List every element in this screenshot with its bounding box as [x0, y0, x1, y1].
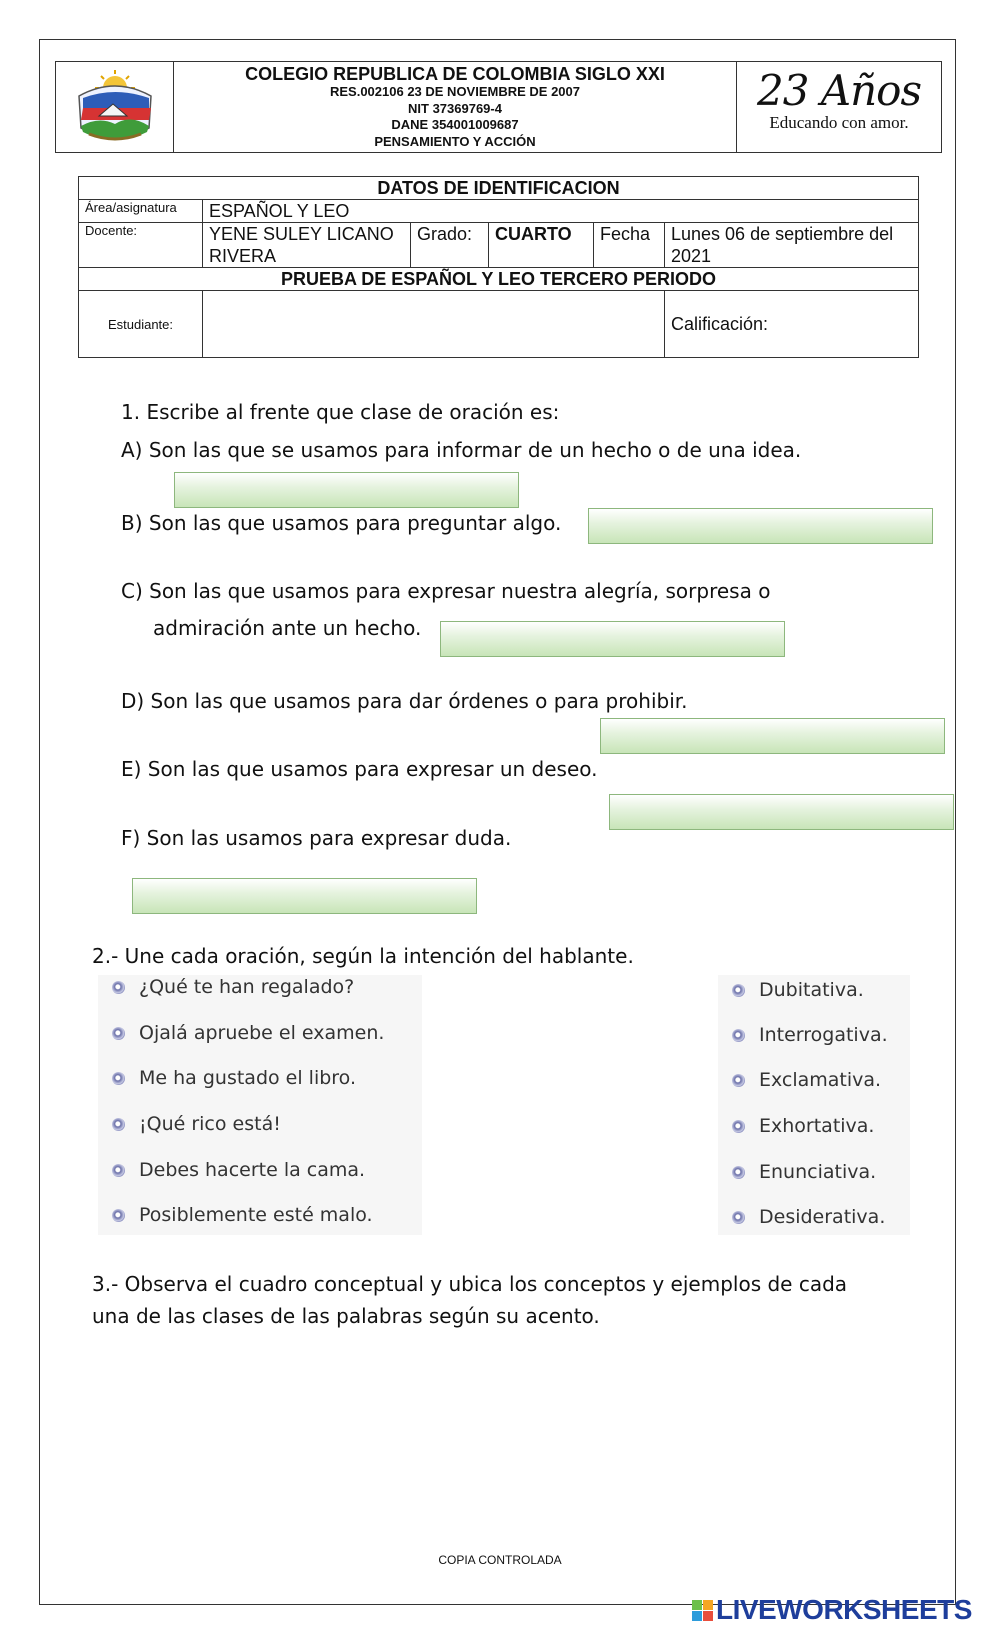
q1-c-text-1: C) Son las que usamos para expresar nuestra alegría, sorpresa o [121, 579, 771, 603]
spiral-bullet-icon [112, 1164, 125, 1177]
spiral-bullet-icon [112, 981, 125, 994]
tagline: Educando con amor. [769, 113, 909, 132]
sentence-item[interactable]: ¿Qué te han regalado? [112, 976, 354, 998]
intent-item[interactable]: Enunciativa. [732, 1161, 876, 1183]
spiral-bullet-icon [732, 984, 745, 997]
anniversary-badge [737, 62, 941, 152]
answer-box-f[interactable] [132, 878, 477, 914]
intent-item[interactable]: Exhortativa. [732, 1115, 874, 1137]
q1-b-text: B) Son las que usamos para preguntar algo. [121, 511, 562, 535]
school-logo [56, 62, 174, 152]
date-value: Lunes 06 de septiembre del 2021 [665, 223, 919, 268]
school-nit: NIT 37369769-4 [408, 100, 502, 116]
spiral-bullet-icon [112, 1209, 125, 1222]
grade-value: CUARTO [489, 223, 594, 268]
answer-box-a[interactable] [174, 472, 519, 508]
area-value: ESPAÑOL Y LEO [203, 200, 919, 223]
answer-box-b[interactable] [588, 508, 933, 544]
left-list-panel [98, 975, 422, 1235]
q1-c-text-2: admiración ante un hecho. [153, 616, 422, 640]
spiral-bullet-icon [112, 1027, 125, 1040]
q1-f-text: F) Son las usamos para expresar duda. [121, 826, 512, 850]
spiral-bullet-icon [732, 1166, 745, 1179]
spiral-bullet-icon [732, 1211, 745, 1224]
exam-title: PRUEBA DE ESPAÑOL Y LEO TERCERO PERIODO [79, 268, 919, 291]
sentence-item[interactable]: Debes hacerte la cama. [112, 1159, 365, 1181]
identification-table [78, 176, 919, 358]
intent-item[interactable]: Interrogativa. [732, 1024, 888, 1046]
area-label: Área/asignatura [79, 200, 203, 223]
sentence-item[interactable]: Posiblemente esté malo. [112, 1204, 373, 1226]
q1-d-text: D) Son las que usamos para dar órdenes o para prohibir. [121, 689, 688, 713]
school-resolution: RES.002106 23 DE NOVIEMBRE DE 2007 [329, 84, 580, 99]
q2-title: 2.- Une cada oración, según la intención del hablante. [92, 944, 634, 968]
spiral-bullet-icon [112, 1118, 125, 1131]
sentence-item[interactable]: Ojalá apruebe el examen. [112, 1022, 384, 1044]
answer-box-e[interactable] [609, 794, 954, 830]
spiral-bullet-icon [732, 1074, 745, 1087]
liveworksheets-brand [692, 1594, 972, 1626]
school-motto: PENSAMIENTO Y ACCIÓN [374, 133, 536, 149]
school-header [55, 61, 942, 153]
school-name: COLEGIO REPUBLICA DE COLOMBIA SIGLO XXI [245, 64, 665, 84]
answer-box-d[interactable] [600, 718, 945, 754]
answer-box-c[interactable] [440, 621, 785, 657]
student-field[interactable] [203, 291, 665, 358]
sentence-item[interactable]: Me ha gustado el libro. [112, 1067, 356, 1089]
anniversary-text: 23 Años [756, 66, 921, 115]
right-list-panel [718, 975, 910, 1235]
school-dane: DANE 354001009687 [391, 117, 519, 132]
sentence-item[interactable]: ¡Qué rico está! [112, 1113, 281, 1135]
teacher-label: Docente: [79, 223, 203, 268]
score-label: Calificación: [665, 291, 919, 358]
q1-title: 1. Escribe al frente que clase de oración es: [121, 400, 560, 424]
brand-text: LIVEWORKSHEETS [716, 1594, 972, 1625]
q1-a-text: A) Son las que se usamos para informar de un hecho o de una idea. [121, 438, 802, 462]
intent-item[interactable]: Exclamativa. [732, 1069, 881, 1091]
intent-item[interactable]: Dubitativa. [732, 979, 864, 1001]
student-label: Estudiante: [79, 291, 203, 358]
q1-e-text: E) Son las que usamos para expresar un deseo. [121, 757, 598, 781]
spiral-bullet-icon [732, 1120, 745, 1133]
school-info [174, 62, 737, 152]
spiral-bullet-icon [732, 1029, 745, 1042]
ident-title: DATOS DE IDENTIFICACION [79, 177, 919, 200]
q3-text-1: 3.- Observa el cuadro conceptual y ubica los conceptos y ejemplos de cada [92, 1272, 848, 1296]
liveworksheets-logo-icon [692, 1600, 713, 1621]
grade-label: Grado: [411, 223, 489, 268]
spiral-bullet-icon [112, 1072, 125, 1085]
teacher-value: YENE SULEY LICANO RIVERA [203, 223, 411, 268]
footer-copy-label: COPIA CONTROLADA [438, 1553, 562, 1567]
q3-text-2: una de las clases de las palabras según su acento. [92, 1304, 600, 1328]
intent-item[interactable]: Desiderativa. [732, 1206, 885, 1228]
date-label: Fecha [594, 223, 665, 268]
